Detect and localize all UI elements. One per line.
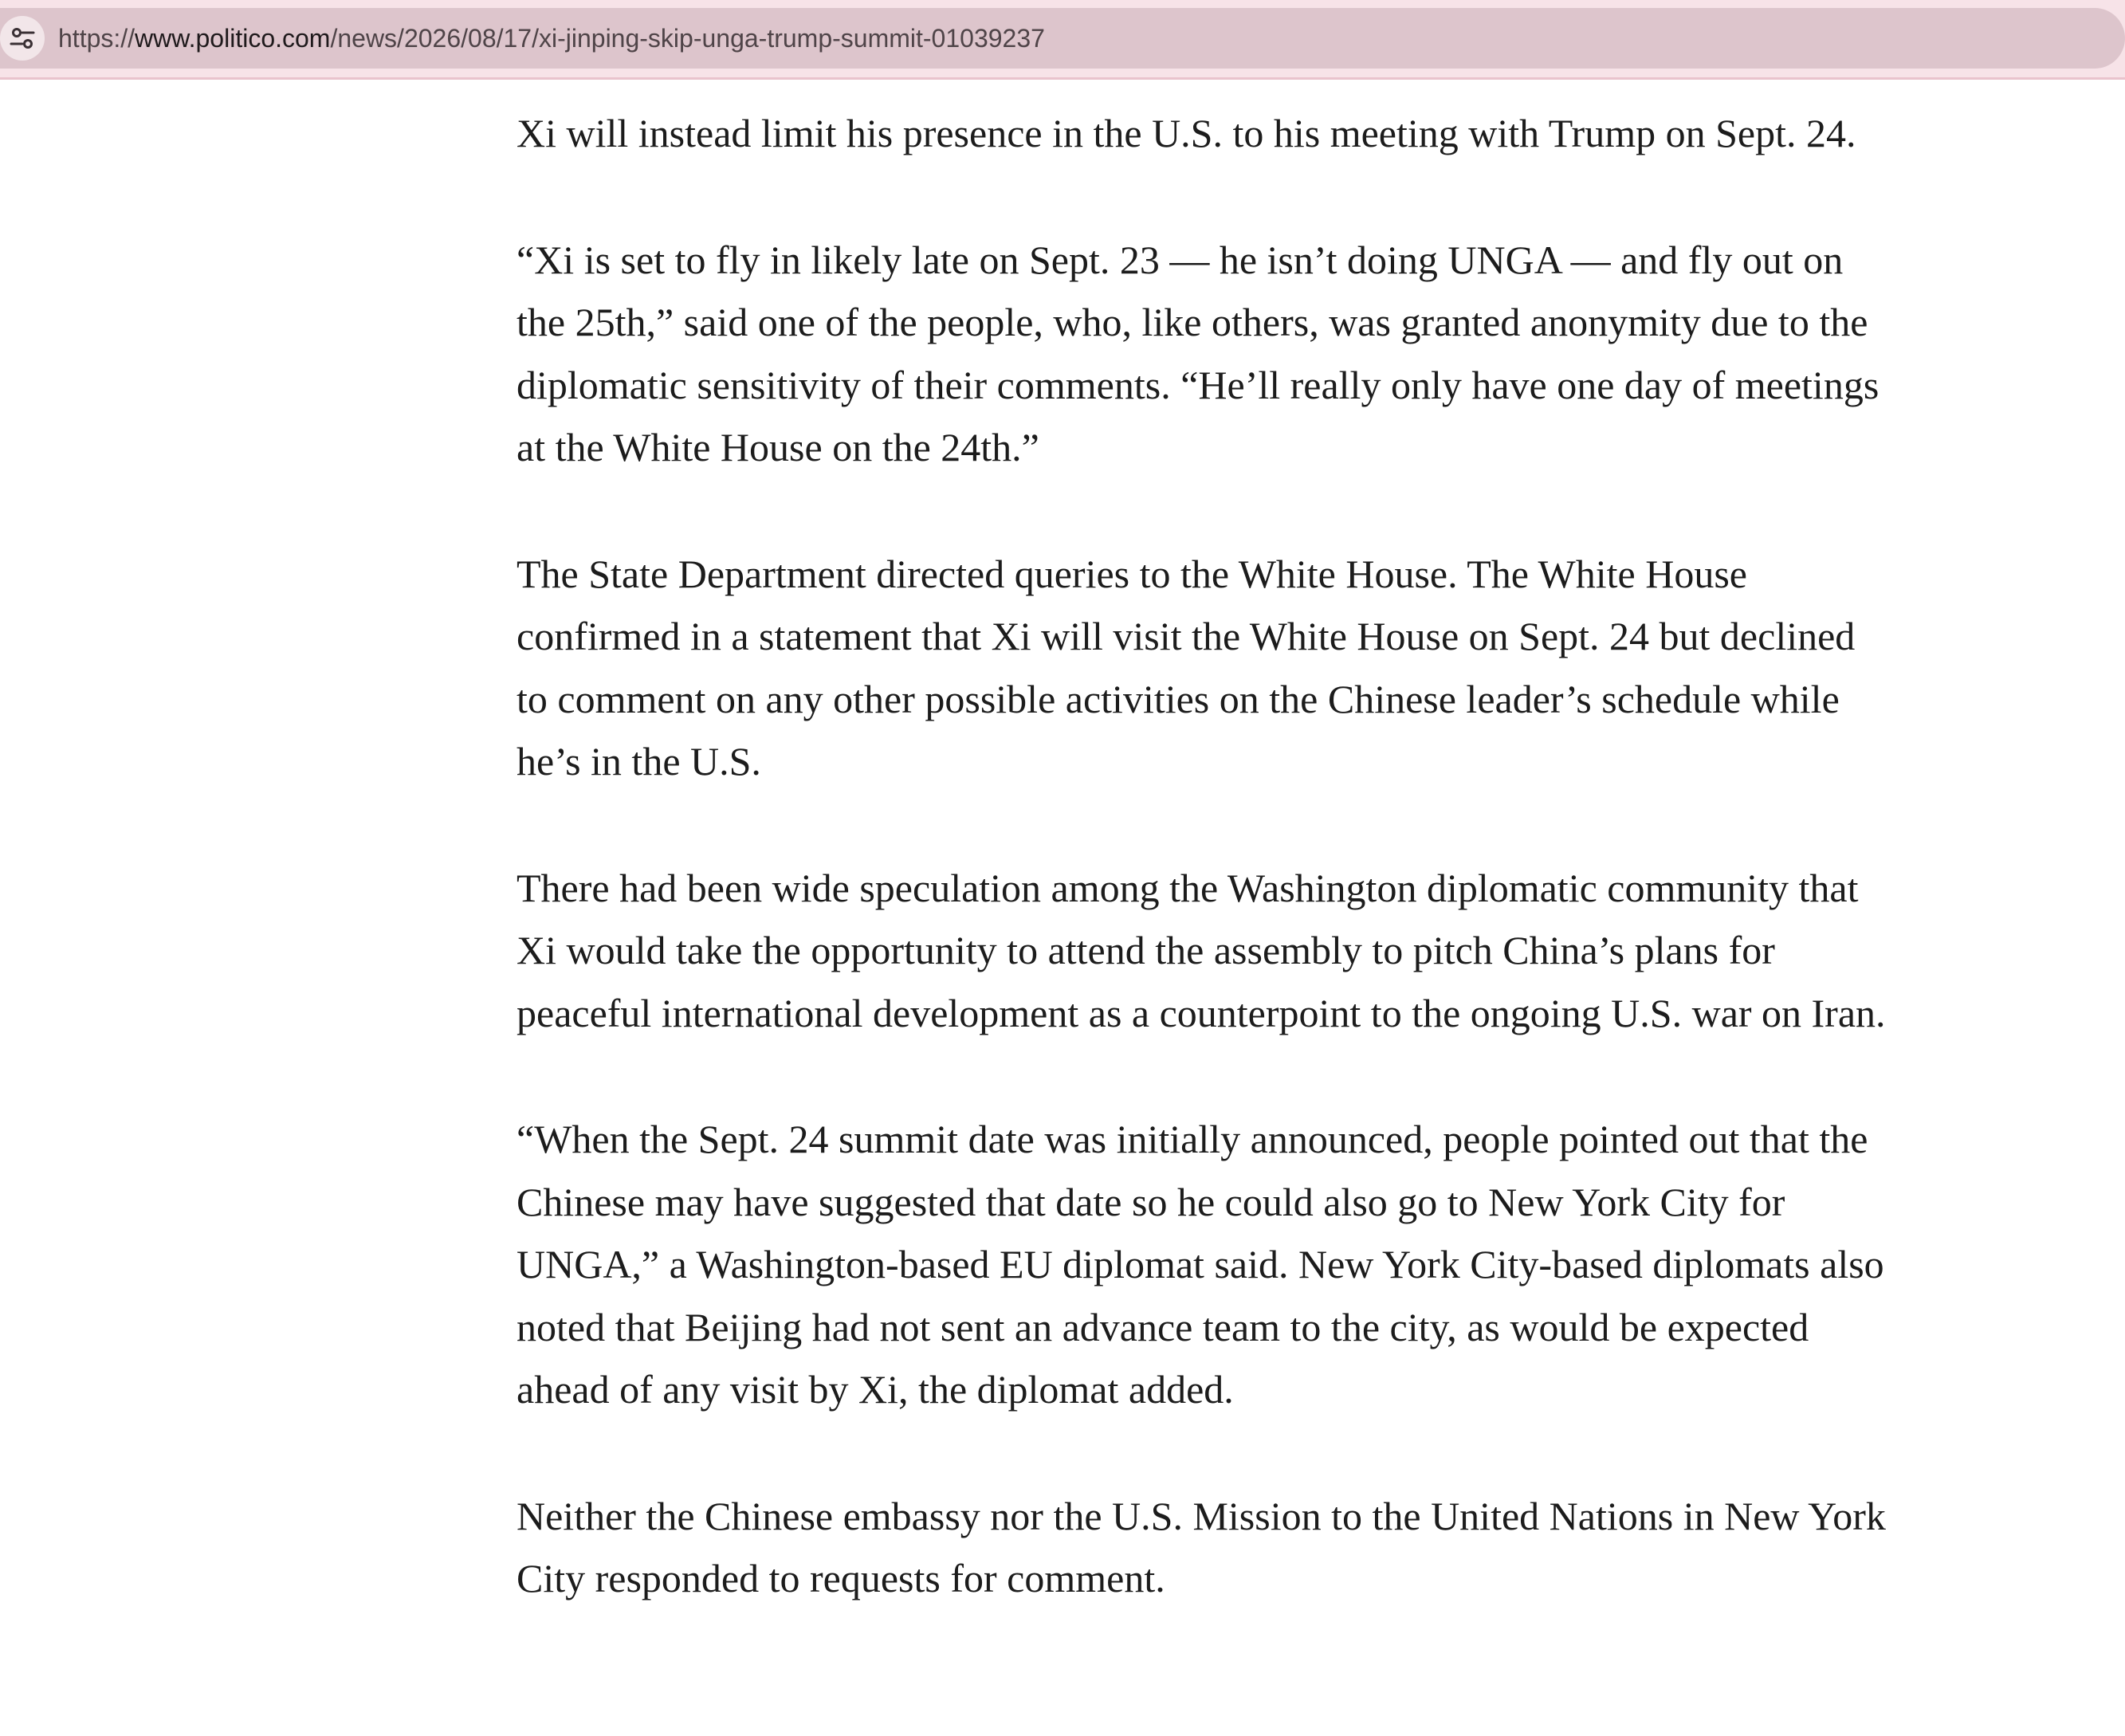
address-bar[interactable]	[0, 8, 2125, 69]
browser-toolbar	[0, 0, 2125, 80]
site-info-button[interactable]	[0, 16, 45, 61]
article-paragraph: The State Department directed queries to the White House. The White House confirmed in a statement that Xi will visit the White House on Sept. 24 but declined to comment on any other possible activities on the Chinese leader’s schedule while he’s in the U.S.	[517, 551, 1856, 784]
article-paragraph: “When the Sept. 24 summit date was initially announced, people pointed out that the Chinese may have suggested that date so he could also go to New York City for UNGA,” a Washington-based EU diplomat said. New York City-based diplomats also noted that Beijing had not sent an advance team to the city, as would be expected ahead of any visit by Xi, the diplomat added.	[517, 1117, 1884, 1412]
article-paragraph: “Xi is set to fly in likely late on Sept. 23 — he isn’t doing UNGA — and fly out on the 25th,” said one of the people, who, like others, was granted anonymity due to the diplomatic sensitivity of their comments. “He’ll really only have one day of meetings at the White House on the 24th.”	[517, 237, 1880, 469]
url-scheme: https://	[58, 24, 136, 53]
url-path: /news/2026/08/17/xi-jinping-skip-unga-trump-summit-01039237	[330, 24, 1045, 53]
tune-icon	[9, 25, 36, 52]
article-paragraph: Neither the Chinese embassy nor the U.S. Mission to the United Nations in New York City responded to requests for comment.	[517, 1493, 1886, 1600]
article-paragraph: Xi will instead limit his presence in the U.S. to his meeting with Trump on Sept. 24.	[517, 111, 1856, 155]
article-paragraph: There had been wide speculation among the Washington diplomatic community that Xi would take the opportunity to attend the assembly to pitch China’s plans for peaceful international development as a counterpoint to the ongoing U.S. war on Iran.	[517, 865, 1886, 1035]
article-body	[517, 102, 1887, 1674]
url-host: www.politico.com	[135, 24, 331, 53]
url-text[interactable]	[58, 8, 1045, 69]
